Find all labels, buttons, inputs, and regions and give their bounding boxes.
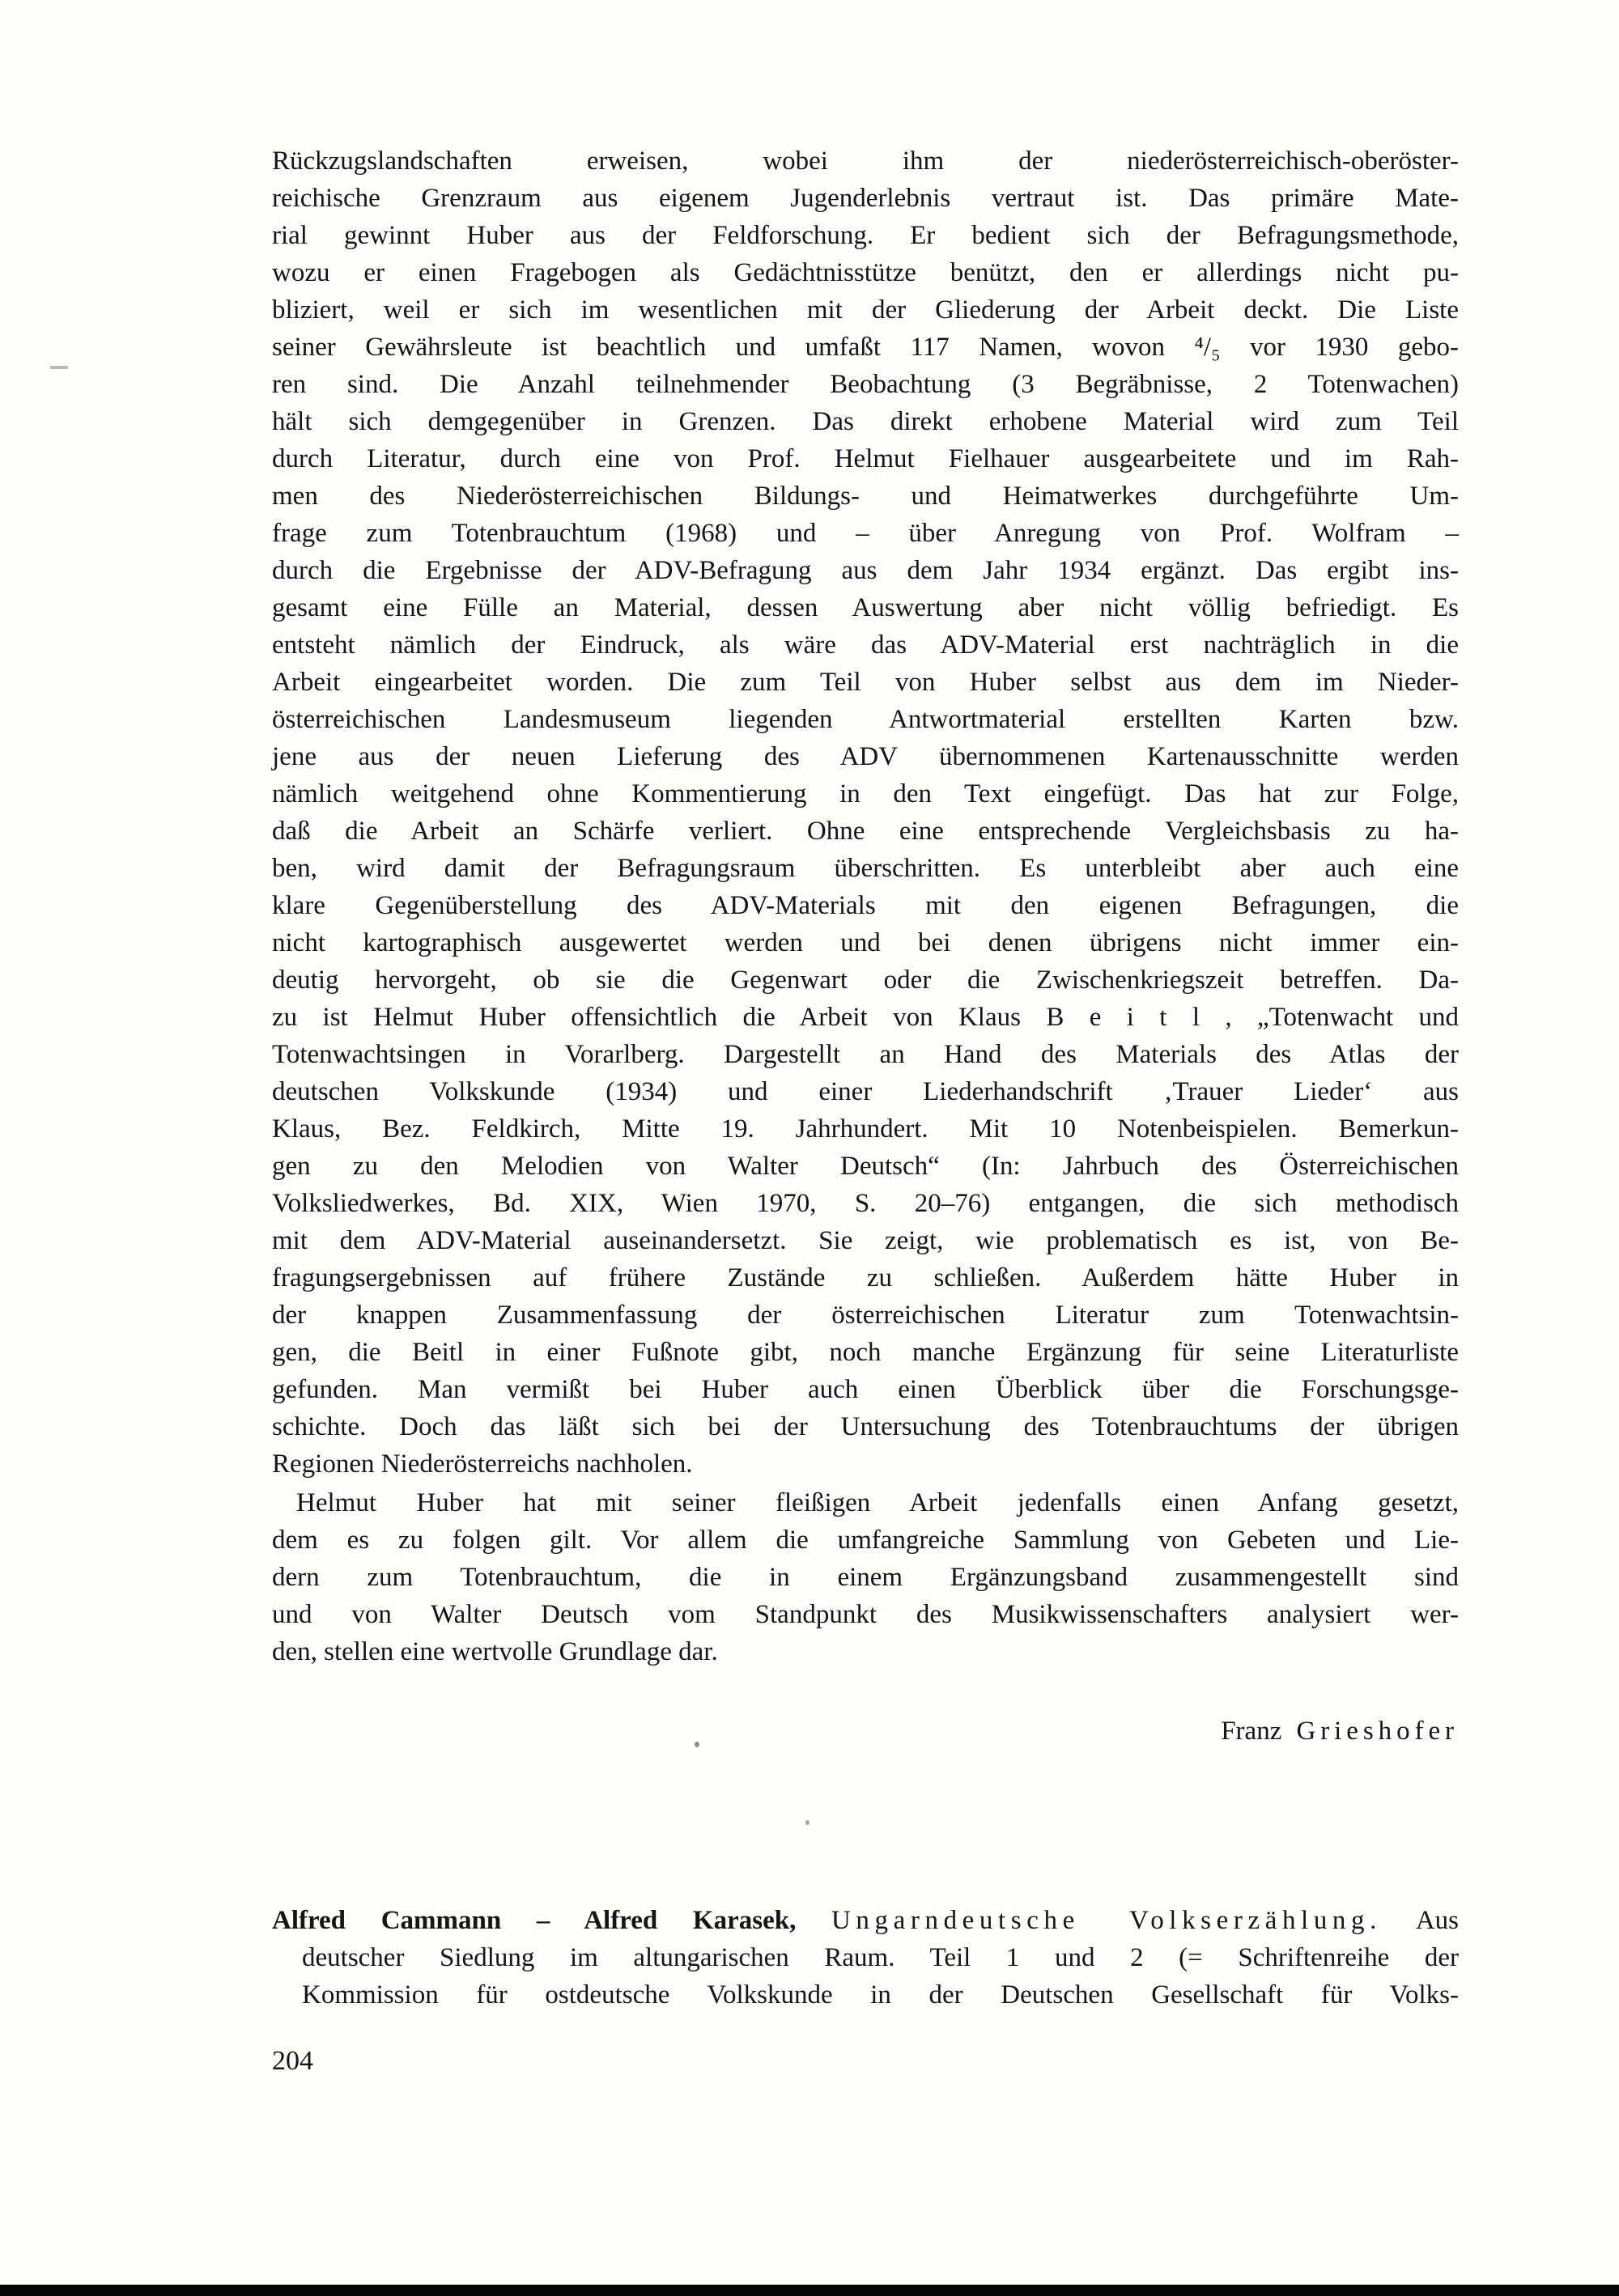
text-line: Klaus, Bez. Feldkirch, Mitte 19. Jahrhundert. Mit 10 Notenbeispielen. Bemerkun- <box>272 1114 1459 1144</box>
text-line: Kommission für ostdeutsche Volkskunde in der Deutschen Gesellschaft für Volks- <box>302 1980 1459 2010</box>
scan-artifact-dash <box>50 366 68 369</box>
entry-first-line <box>272 1902 1459 1939</box>
text-line: daß die Arbeit an Schärfe verliert. Ohne eine entsprechende Vergleichsbasis zu ha- <box>272 817 1459 846</box>
text-block <box>272 142 1459 2080</box>
text-line: den, stellen eine wertvolle Grundlage dar. <box>272 1637 718 1666</box>
text-line: gesamt eine Fülle an Material, dessen Auswertung aber nicht völlig befriedigt. Es <box>272 593 1459 622</box>
text-line: deutig hervorgeht, ob sie die Gegenwart oder die Zwischenkriegszeit betreffen. Da- <box>272 966 1459 995</box>
text-line: rial gewinnt Huber aus der Feldforschung. Er bedient sich der Befragungsmethode, <box>272 221 1459 250</box>
text-line: gen, die Beitl in einer Fußnote gibt, noch manche Ergänzung für seine Literaturliste <box>272 1338 1459 1367</box>
text-line: frage zum Totenbrauchtum (1968) und – über Anregung von Prof. Wolfram – <box>272 519 1459 548</box>
text-line: schichte. Doch das läßt sich bei der Untersuchung des Totenbrauchtums der übrigen <box>272 1412 1459 1441</box>
text-line: und von Walter Deutsch vom Standpunkt des Musikwissenschafters analysiert wer- <box>272 1600 1459 1629</box>
text-line: zu ist Helmut Huber offensichtlich die Arbeit von Klaus B e i t l , „Totenwacht und <box>272 1003 1459 1032</box>
text-line: Rückzugslandschaften erweisen, wobei ihm der niederösterreichisch-oberöster- <box>272 146 1459 176</box>
text-line: dem es zu folgen gilt. Vor allem die umfangreiche Sammlung von Gebeten und Lie- <box>272 1526 1459 1555</box>
text-line: hält sich demgegenüber in Grenzen. Das direkt erhobene Material wird zum Teil <box>272 407 1459 436</box>
text-line: österreichischen Landesmuseum liegenden Antwortmaterial erstellten Karten bzw. <box>272 705 1459 734</box>
text-line: gen zu den Melodien von Walter Deutsch“ (In: Jahrbuch des Österreichischen <box>272 1152 1459 1181</box>
text-line: nicht kartographisch ausgewertet werden und bei denen übrigens nicht immer ein- <box>272 928 1459 957</box>
text-line: entsteht nämlich der Eindruck, als wäre das ADV-Material erst nachträglich in die <box>272 630 1459 660</box>
text-line: Arbeit eingearbeitet worden. Die zum Teil von Huber selbst aus dem im Nieder- <box>272 668 1459 697</box>
page-number: 204 <box>272 2046 313 2076</box>
text-line: durch die Ergebnisse der ADV-Befragung aus dem Jahr 1934 ergänzt. Das ergibt ins- <box>272 556 1459 585</box>
text-line: wozu er einen Fragebogen als Gedächtnisstütze benützt, den er allerdings nicht pu- <box>272 258 1459 287</box>
text-line: reichische Grenzraum aus eigenem Jugenderlebnis vertraut ist. Das primäre Mate- <box>272 184 1459 213</box>
text-line: fragungsergebnissen auf frühere Zustände zu schließen. Außerdem hätte Huber in <box>272 1263 1459 1292</box>
text-line: deutschen Volkskunde (1934) und einer Liederhandschrift ‚Trauer Lieder‘ aus <box>272 1077 1459 1106</box>
text-line: Helmut Huber hat mit seiner fleißigen Arbeit jedenfalls einen Anfang gesetzt, <box>296 1488 1459 1517</box>
text-line: gefunden. Man vermißt bei Huber auch einen Überblick über die Forschungsge- <box>272 1375 1459 1404</box>
text-line: nämlich weitgehend ohne Kommentierung in den Text eingefügt. Das hat zur Folge, <box>272 779 1459 808</box>
text-line: Volksliedwerkes, Bd. XIX, Wien 1970, S. 20–76) entgangen, die sich methodisch <box>272 1189 1459 1218</box>
text-line: durch Literatur, durch eine von Prof. Helmut Fielhauer ausgearbeitete und im Rah- <box>272 444 1459 473</box>
text-line: Regionen Niederösterreichs nachholen. <box>272 1449 693 1479</box>
text-line: Totenwachtsingen in Vorarlberg. Dargestellt an Hand des Materials des Atlas der <box>272 1040 1459 1069</box>
entry-after-title: Aus <box>1415 1906 1460 1935</box>
text-line: seiner Gewährsleute ist beachtlich und umfaßt 117 Namen, wovon ⁴/₅ vor 1930 gebo- <box>272 333 1459 362</box>
scan-bottom-edge <box>0 2285 1619 2296</box>
review-paragraph-2 <box>272 1484 1459 1670</box>
text-line: ren sind. Die Anzahl teilnehmender Beobachtung (3 Begräbnisse, 2 Totenwachen) <box>272 370 1459 399</box>
text-line: jene aus der neuen Lieferung des ADV übernommenen Kartenausschnitte werden <box>272 742 1459 771</box>
reviewer-first-name: Franz <box>1221 1717 1282 1746</box>
reviewer-signature <box>272 1712 1459 1750</box>
bibliography-entry <box>272 1902 1459 2014</box>
text-line: ben, wird damit der Befragungsraum überschritten. Es unterbleibt aber auch eine <box>272 854 1459 883</box>
text-line: bliziert, weil er sich im wesentlichen mit der Gliederung der Arbeit deckt. Die Liste <box>272 295 1459 325</box>
entry-title-spaced: Ungarndeutsche Volkserzählung. <box>831 1906 1382 1935</box>
text-line: der knappen Zusammenfassung der österreichischen Literatur zum Totenwachtsin- <box>272 1301 1459 1330</box>
text-line: klare Gegenüberstellung des ADV-Materials mit den eigenen Befragungen, die <box>272 891 1459 920</box>
text-line: deutscher Siedlung im altungarischen Raum. Teil 1 und 2 (= Schriftenreihe der <box>302 1943 1459 1972</box>
reviewer-last-name: Grieshofer <box>1296 1717 1459 1746</box>
entry-authors: Alfred Cammann – Alfred Karasek, <box>272 1906 797 1935</box>
text-line: mit dem ADV-Material auseinandersetzt. Sie zeigt, wie problematisch es ist, von Be- <box>272 1226 1459 1255</box>
review-paragraph-1 <box>272 142 1459 1483</box>
text-line: dern zum Totenbrauchtum, die in einem Ergänzungsband zusammengestellt sind <box>272 1563 1459 1592</box>
text-line: men des Niederösterreichischen Bildungs- und Heimatwerkes durchgeführte Um- <box>272 482 1459 511</box>
